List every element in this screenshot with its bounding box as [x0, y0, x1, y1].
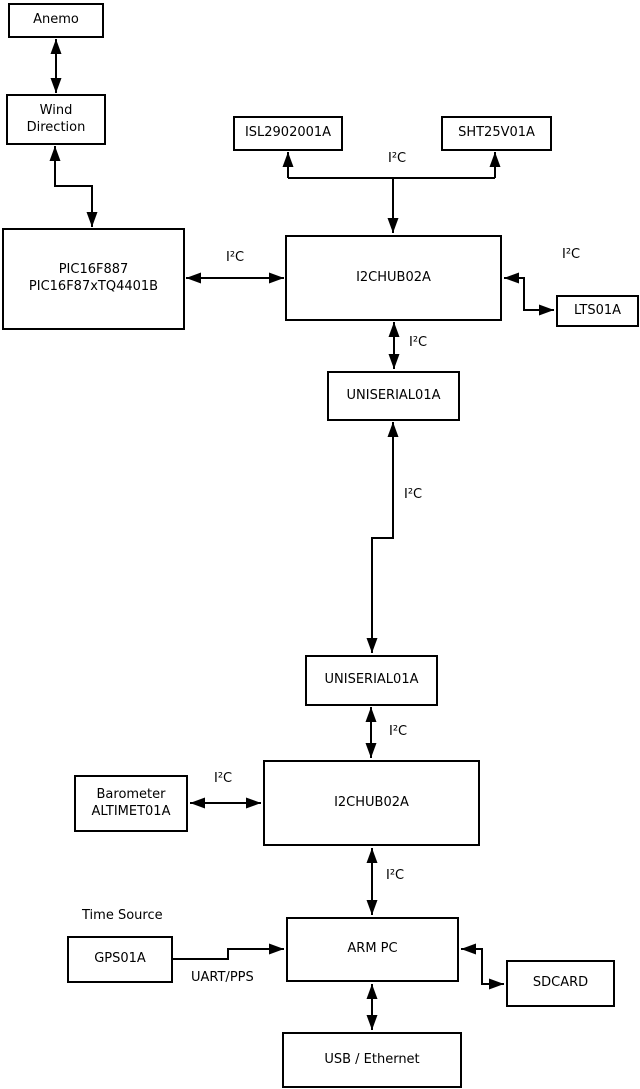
edge-armpc-sdcard: [461, 949, 504, 984]
edge-label-i2c-hub2-armpc: I²C: [386, 868, 405, 883]
node-uniserial-bottom-label: UNISERIAL01A: [324, 672, 419, 688]
label-time-source: Time Source: [82, 908, 163, 923]
node-sdcard: [506, 960, 615, 1007]
node-wind-direction-label-line2: Direction: [26, 119, 86, 135]
edge-label-i2c-barometer-hub2: I²C: [214, 771, 233, 786]
edge-gps-armpc-uart: [173, 949, 284, 959]
node-arm-pc-label: ARM PC: [347, 941, 398, 957]
node-arm-pc: [286, 917, 459, 982]
node-wind-direction-label-line1: Wind: [39, 102, 73, 118]
node-sht-sensor: [441, 116, 552, 151]
node-barometer: [74, 775, 188, 832]
node-pic-label-line2: PIC16F87xTQ4401B: [28, 279, 159, 294]
node-usb-ethernet: [282, 1032, 462, 1088]
node-i2c-hub-top: [285, 235, 502, 321]
node-i2c-hub-top-label: I2CHUB02A: [356, 269, 431, 285]
node-i2c-hub-bottom: [263, 760, 480, 846]
node-i2c-hub-bottom-label: I2CHUB02A: [334, 794, 409, 810]
node-pic-microcontroller: [2, 228, 185, 330]
node-pic-label-line1: PIC16F887: [58, 262, 129, 278]
node-barometer-label-line2: ALTIMET01A: [91, 803, 171, 819]
node-uniserial-bottom: [305, 655, 438, 706]
node-wind-direction: [6, 94, 106, 145]
edge-label-i2c-hub-uniserial: I²C: [409, 335, 428, 350]
node-isl-sensor: [233, 116, 343, 151]
edge-label-i2c-uniserial-hub2: I²C: [389, 724, 408, 739]
node-usb-ethernet-label: USB / Ethernet: [324, 1051, 420, 1067]
edge-label-i2c-sensor-branch: I²C: [388, 151, 407, 166]
edge-uniserial1-uniserial2-i2c: [372, 422, 393, 653]
node-gps: [67, 936, 173, 983]
node-anemometer: [8, 3, 104, 38]
node-isl-label: ISL2902001A: [244, 125, 332, 141]
edge-wind-pic: [55, 146, 92, 227]
node-sht-label: SHT25V01A: [458, 125, 535, 141]
edge-label-i2c-uniserial-link: I²C: [404, 487, 423, 502]
node-gps-label: GPS01A: [94, 951, 146, 967]
edge-label-i2c-pic-hub: I²C: [226, 250, 245, 265]
node-uniserial-top: [327, 371, 460, 421]
node-lts-sensor: [556, 295, 639, 327]
node-barometer-label-line1: Barometer: [96, 786, 166, 802]
edge-label-i2c-hub-lts: I²C: [562, 247, 581, 262]
node-uniserial-top-label: UNISERIAL01A: [346, 387, 441, 403]
node-lts-label: LTS01A: [573, 302, 622, 318]
edge-hub1-lts-i2c: [504, 278, 554, 310]
edge-label-uart-pps: UART/PPS: [191, 970, 254, 985]
node-anemometer-label: Anemo: [33, 12, 79, 28]
node-sdcard-label: SDCARD: [532, 975, 589, 991]
